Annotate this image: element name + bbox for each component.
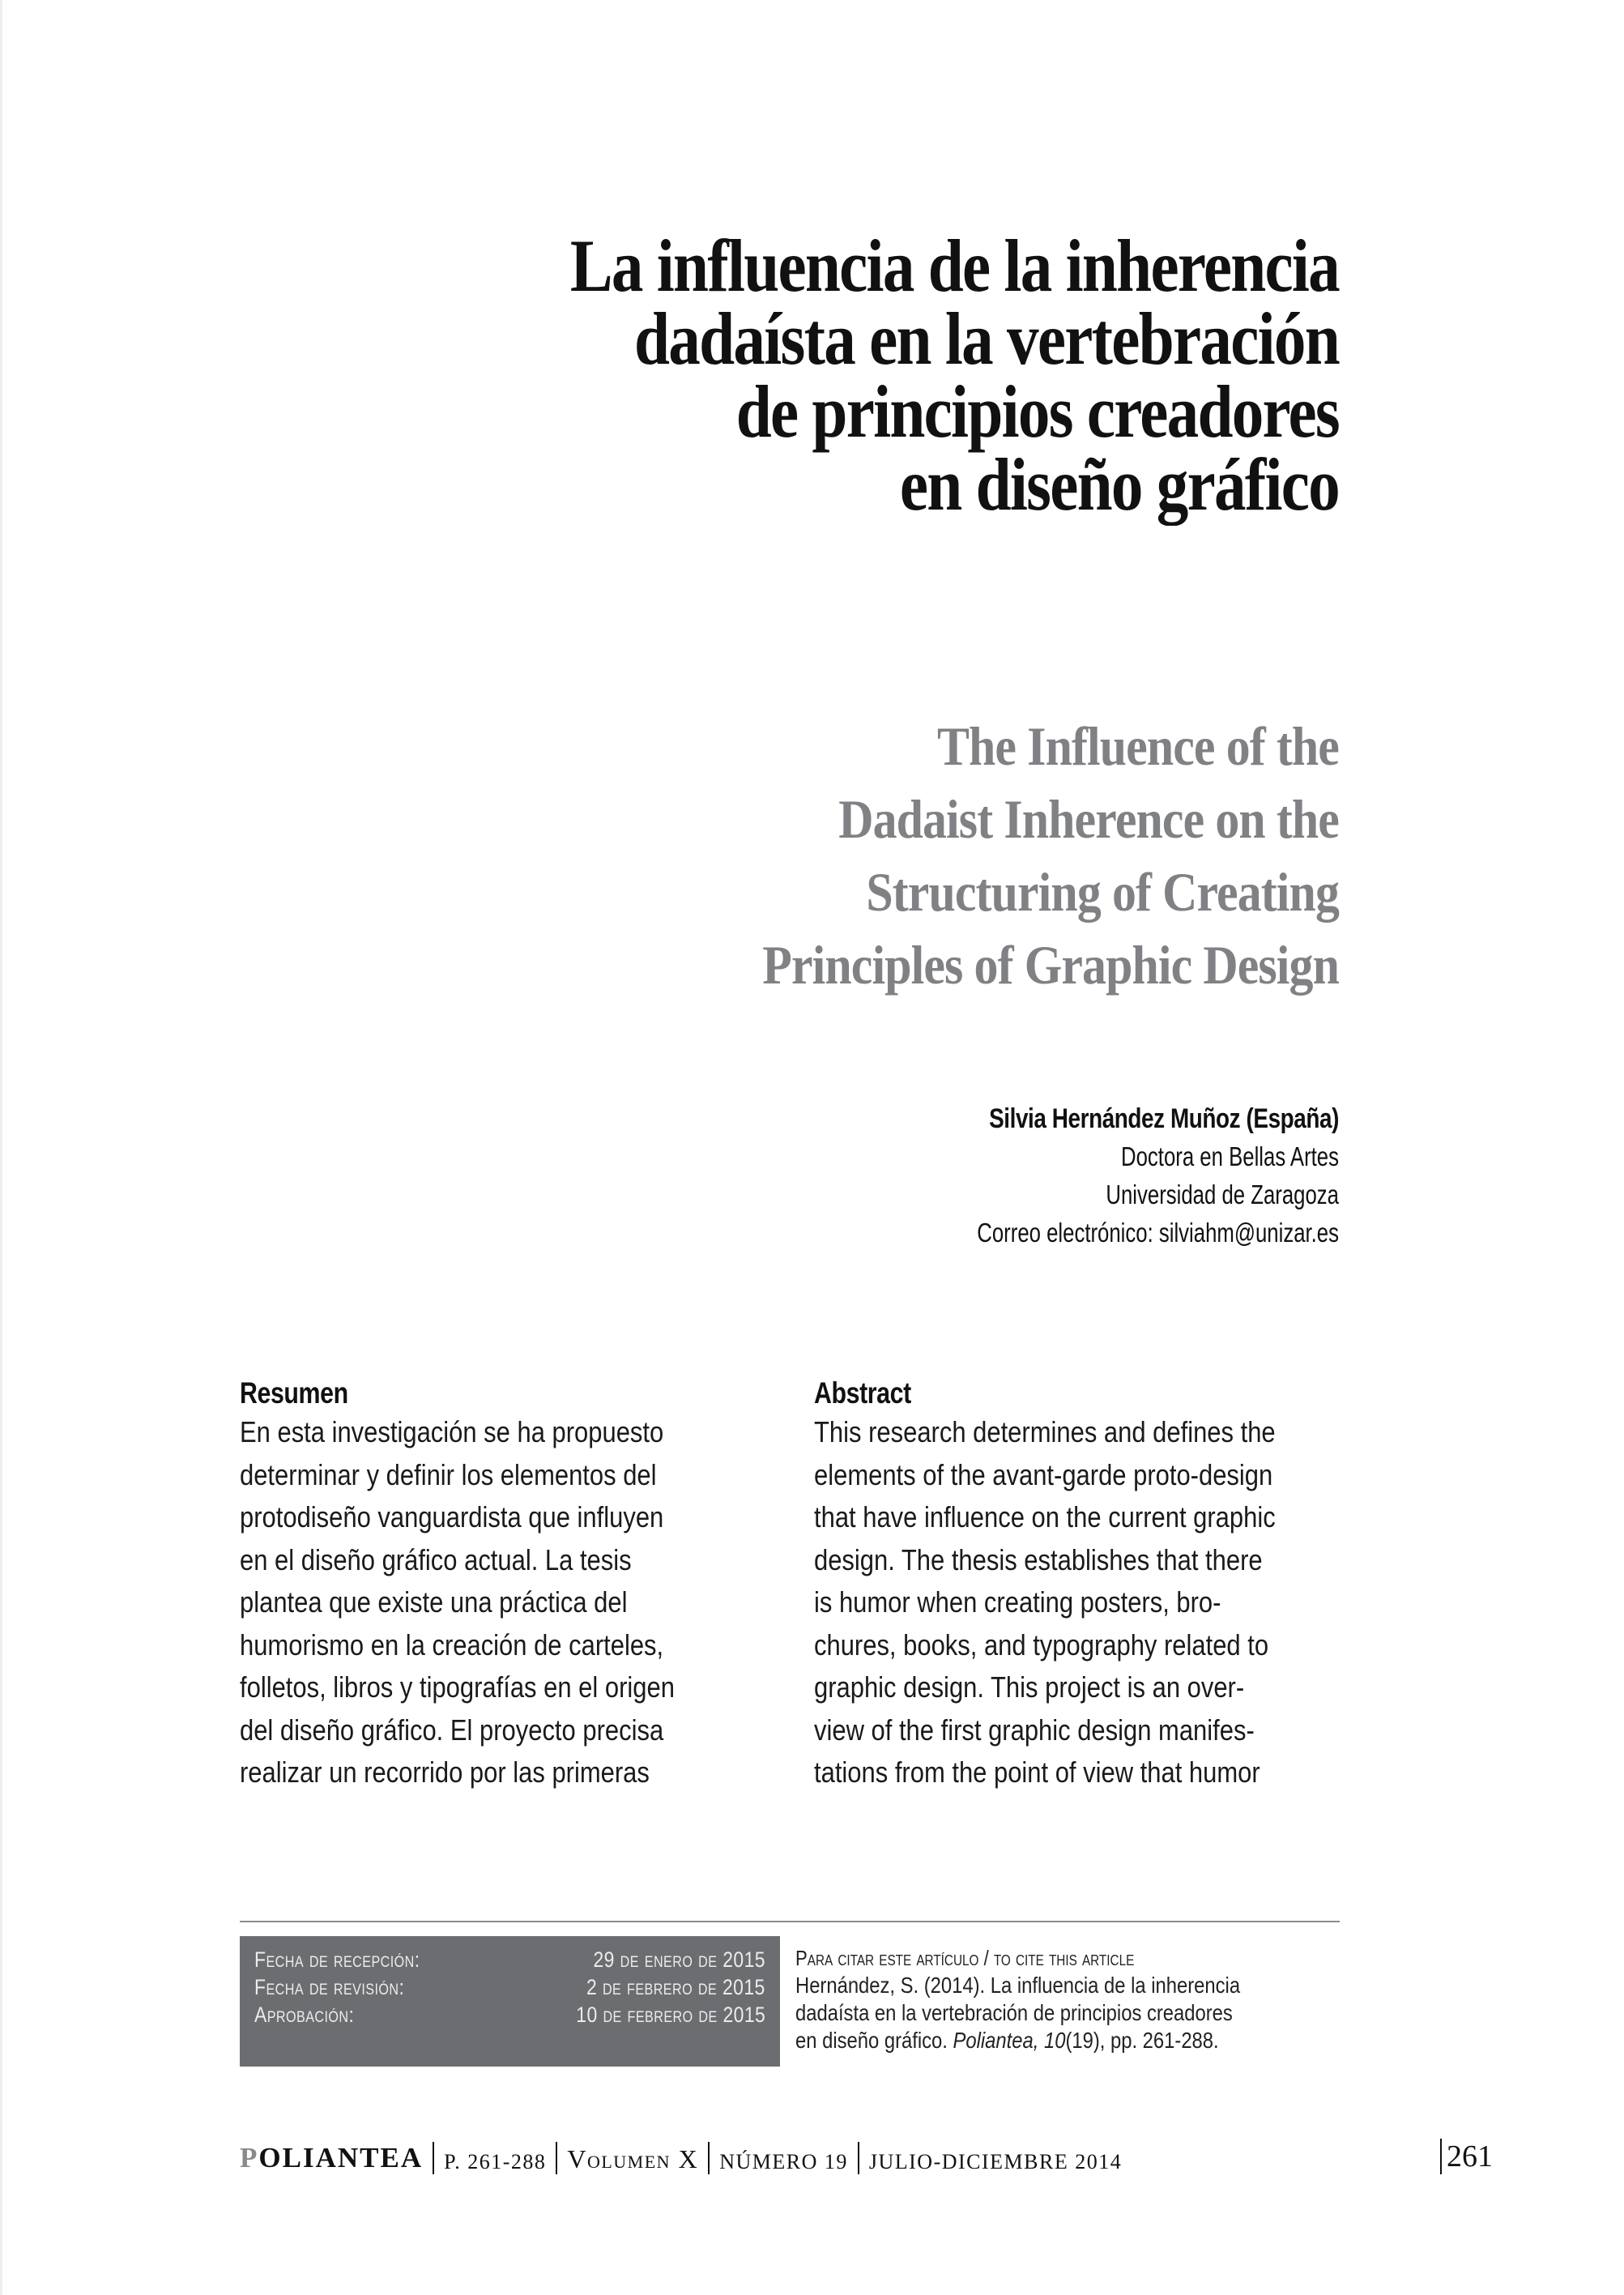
citation-journal: Poliantea, 10 xyxy=(953,2028,1066,2053)
footer-period: JULIO-DICIEMBRE 2014 xyxy=(868,2150,1123,2173)
author-degree: Doctora en Bellas Artes xyxy=(1121,1141,1339,1171)
citation-block xyxy=(795,1944,1362,2054)
author-name: Silvia Hernández Muñoz (España) xyxy=(989,1103,1339,1134)
abstract-line: graphic design. This project is an over- xyxy=(814,1670,1245,1704)
footer-separator xyxy=(708,2142,710,2174)
subtitle-line: Dadaist Inherence on the xyxy=(838,788,1339,850)
footer-volume: Volumen X xyxy=(567,2144,699,2173)
page-edge-strip xyxy=(0,0,2,2295)
title-line: en diseño gráfico xyxy=(899,443,1339,526)
date-label: Fecha de revisión: xyxy=(254,1975,405,1999)
abstract-heading: Abstract xyxy=(814,1376,911,1410)
article-title-english xyxy=(626,710,1339,1001)
date-label: Aprobación: xyxy=(254,2003,355,2027)
abstract-line: elements of the avant-garde proto-design xyxy=(814,1457,1273,1491)
resumen-line: humorismo en la creación de carteles, xyxy=(240,1627,664,1662)
abstract-section xyxy=(814,1376,1373,1794)
journal-initial: P xyxy=(240,2142,259,2173)
citation-heading: Para citar este artículo / to cite this article xyxy=(795,1946,1135,1970)
resumen-heading: Resumen xyxy=(240,1376,348,1410)
author-block xyxy=(691,1100,1339,1252)
resumen-line: en el diseño gráfico actual. La tesis xyxy=(240,1542,632,1576)
page-number-value: 261 xyxy=(1447,2139,1493,2173)
resumen-line: En esta investigación se ha propuesto xyxy=(240,1415,664,1448)
title-line: de principios creadores xyxy=(735,370,1339,453)
abstract-line: tations from the point of view that humor xyxy=(814,1755,1260,1789)
date-row-revision xyxy=(254,1973,765,2001)
footer-separator xyxy=(858,2142,859,2174)
abstract-line: design. The thesis establishes that there xyxy=(814,1542,1263,1576)
resumen-line: protodiseño vanguardista que influyen xyxy=(240,1500,664,1534)
footer-number: NÚMERO 19 xyxy=(719,2150,848,2173)
subtitle-line: The Influence of the xyxy=(936,715,1339,777)
citation-text: (19), pp. 261-288. xyxy=(1065,2028,1219,2053)
date-value: 10 de febrero de 2015 xyxy=(576,2003,765,2027)
divider-rule xyxy=(240,1921,1340,1922)
citation-line: dadaísta en la vertebración de principios creadores xyxy=(795,2000,1233,2025)
subtitle-line: Principles of Graphic Design xyxy=(762,934,1339,996)
date-row-reception xyxy=(254,1946,765,1973)
dates-box xyxy=(240,1936,780,2067)
title-line: dadaísta en la vertebración xyxy=(634,297,1339,380)
citation-line: Hernández, S. (2014). La influencia de la inherencia xyxy=(795,1973,1241,1998)
article-title-spanish xyxy=(433,224,1339,526)
abstract-line: view of the first graphic design manifes- xyxy=(814,1713,1255,1747)
footer-separator xyxy=(556,2142,557,2174)
citation-text: en diseño gráfico. xyxy=(795,2028,953,2053)
date-label: Fecha de recepción: xyxy=(254,1947,420,1972)
date-value: 29 de enero de 2015 xyxy=(593,1947,765,1972)
journal-name xyxy=(240,2142,423,2174)
author-institution: Universidad de Zaragoza xyxy=(1106,1179,1339,1209)
footer-pages: P. 261-288 xyxy=(444,2150,547,2173)
resumen-line: folletos, libros y tipografías en el origen xyxy=(240,1670,675,1704)
author-email[interactable]: Correo electrónico: silviahm@unizar.es xyxy=(977,1218,1339,1248)
resumen-line: determinar y definir los elementos del xyxy=(240,1457,657,1491)
abstract-line: that have influence on the current graphic xyxy=(814,1500,1276,1534)
resumen-line: del diseño gráfico. El proyecto precisa xyxy=(240,1713,664,1747)
abstract-line: is humor when creating posters, bro- xyxy=(814,1585,1221,1619)
footer-separator xyxy=(433,2142,434,2174)
date-row-approval xyxy=(254,2001,765,2028)
citation-line xyxy=(795,2027,1277,2054)
page-number-separator xyxy=(1440,2139,1442,2174)
journal-rest: OLIANTEA xyxy=(258,2142,424,2173)
resumen-line: realizar un recorrido por las primeras xyxy=(240,1755,650,1789)
running-footer xyxy=(240,2139,1122,2174)
date-value: 2 de febrero de 2015 xyxy=(586,1975,765,1999)
title-line: La influencia de la inherencia xyxy=(569,224,1339,307)
abstract-line: chures, books, and typography related to xyxy=(814,1627,1269,1662)
abstract-line: This research determines and defines the xyxy=(814,1415,1276,1448)
page-number xyxy=(1440,2139,1493,2174)
resumen-section xyxy=(240,1376,799,1794)
subtitle-line: Structuring of Creating xyxy=(866,861,1339,923)
resumen-line: plantea que existe una práctica del xyxy=(240,1585,628,1619)
